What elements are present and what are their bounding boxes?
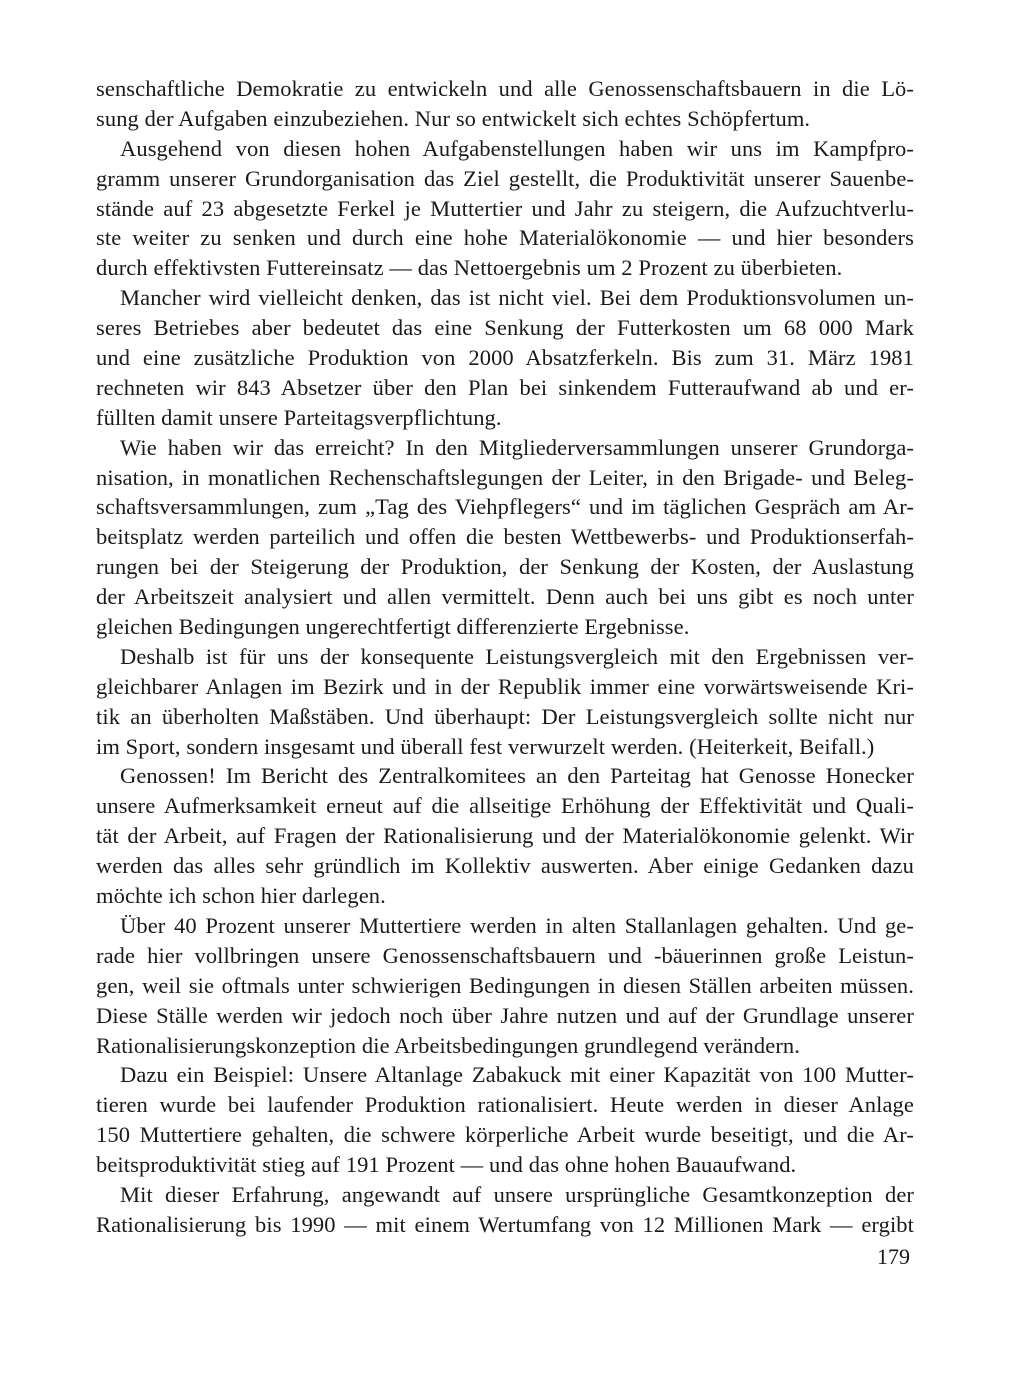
text-line: senschaftliche Demokratie zu entwickeln und alle Genossenschaftsbauern in die Lö- xyxy=(96,76,914,101)
page-number: 179 xyxy=(877,1244,910,1269)
text-line: möchte ich schon hier darlegen. xyxy=(96,883,386,909)
text-line: Mancher wird vielleicht denken, das ist nicht viel. Bei dem Produktionsvolumen un- xyxy=(120,285,914,311)
text-line: rade hier vollbringen unsere Genossenschaftsbauern und -bäuerinnen große Leistun- xyxy=(96,942,914,968)
text-line: beitsproduktivität stieg auf 191 Prozent — und das ohne hohen Bauaufwand. xyxy=(96,1152,797,1178)
text-line: rechneten wir 843 Absetzer über den Plan bei sinkendem Futteraufwand ab und er- xyxy=(96,374,914,400)
text-line: rungen bei der Steigerung der Produktion, der Senkung der Kosten, der Auslastung xyxy=(96,554,914,580)
text-line: Rationalisierung bis 1990 — mit einem Wertumfang von 12 Millionen Mark — ergibt xyxy=(96,1211,914,1237)
text-line: Rationalisierungskonzeption die Arbeitsbedingungen grundlegend verändern. xyxy=(96,1032,800,1058)
text-line: tät der Arbeit, auf Fragen der Rationalisierung und der Materialökonomie gelenkt. Wir xyxy=(96,823,914,849)
text-line: beitsplatz werden parteilich und offen die besten Wettbewerbs- und Produktionserfah- xyxy=(96,524,914,550)
text-line: durch effektivsten Futtereinsatz — das Nettoergebnis um 2 Prozent zu überbieten. xyxy=(96,255,843,281)
text-line: werden das alles sehr gründlich im Kollektiv auswerten. Aber einige Gedanken dazu xyxy=(96,853,914,879)
text-line: Deshalb ist für uns der konsequente Leistungsvergleich mit den Ergebnissen ver- xyxy=(120,643,914,669)
text-line: Diese Ställe werden wir jedoch noch über Jahre nutzen und auf der Grundlage unserer xyxy=(96,1002,914,1028)
text-line: 150 Muttertiere gehalten, die schwere körperliche Arbeit wurde beseitigt, und die Ar- xyxy=(96,1122,914,1148)
text-line: ste weiter zu senken und durch eine hohe Materialökonomie — und hier besonders xyxy=(96,225,914,251)
text-line: der Arbeitszeit analysiert und allen vermittelt. Denn auch bei uns gibt es noch unter xyxy=(96,584,914,610)
text-line: seres Betriebes aber bedeutet das eine Senkung der Futterkosten um 68 000 Mark xyxy=(96,315,914,341)
text-line: im Sport, sondern insgesamt und überall fest verwurzelt werden. (Heiterkeit, Beifall.) xyxy=(96,733,875,759)
text-line: schaftsversammlungen, zum „Tag des Viehpflegers“ und im täglichen Gespräch am Ar- xyxy=(96,494,914,520)
text-line: gleichen Bedingungen ungerechtfertigt differenzierte Ergebnisse. xyxy=(96,614,690,640)
text-line: Ausgehend von diesen hohen Aufgabenstellungen haben wir uns im Kampfpro- xyxy=(120,135,914,161)
text-line: tieren wurde bei laufender Produktion rationalisiert. Heute werden in dieser Anlage xyxy=(96,1092,914,1118)
text-line: und eine zusätzliche Produktion von 2000 Absatzferkeln. Bis zum 31. März 1981 xyxy=(96,345,914,371)
text-line: nisation, in monatlichen Rechenschaftslegungen der Leiter, in den Brigade- und Beleg- xyxy=(96,464,914,490)
text-line: füllten damit unsere Parteitagsverpflichtung. xyxy=(96,404,502,430)
body-text xyxy=(96,74,914,1240)
text-line: gramm unserer Grundorganisation das Ziel gestellt, die Produktivität unserer Sauenbe- xyxy=(96,165,914,191)
text-line: tik an überholten Maßstäben. Und überhaupt: Der Leistungsvergleich sollte nicht nur xyxy=(96,703,914,729)
text-line: Wie haben wir das erreicht? In den Mitgliederversammlungen unserer Grundorga- xyxy=(120,434,914,460)
text-line: stände auf 23 abgesetzte Ferkel je Muttertier und Jahr zu steigern, die Aufzuchtverlu- xyxy=(96,195,914,221)
text-line: Mit dieser Erfahrung, angewandt auf unsere ursprüngliche Gesamtkonzeption der xyxy=(120,1181,914,1207)
text-line: Über 40 Prozent unserer Muttertiere werden in alten Stallanlagen gehalten. Und ge- xyxy=(120,912,914,938)
text-line: unsere Aufmerksamkeit erneut auf die allseitige Erhöhung der Effektivität und Quali- xyxy=(96,793,914,819)
text-line: gen, weil sie oftmals unter schwierigen Bedingungen in diesen Ställen arbeiten müssen. xyxy=(96,972,914,998)
text-line: Genossen! Im Bericht des Zentralkomitees an den Parteitag hat Genosse Honecker xyxy=(120,763,914,789)
text-line: sung der Aufgaben einzubeziehen. Nur so entwickelt sich echtes Schöpfertum. xyxy=(96,105,811,131)
text-line: Dazu ein Beispiel: Unsere Altanlage Zabakuck mit einer Kapazität von 100 Mutter- xyxy=(120,1062,914,1088)
text-line: gleichbarer Anlagen im Bezirk und in der Republik immer eine vorwärtsweisende Kri- xyxy=(96,673,914,699)
